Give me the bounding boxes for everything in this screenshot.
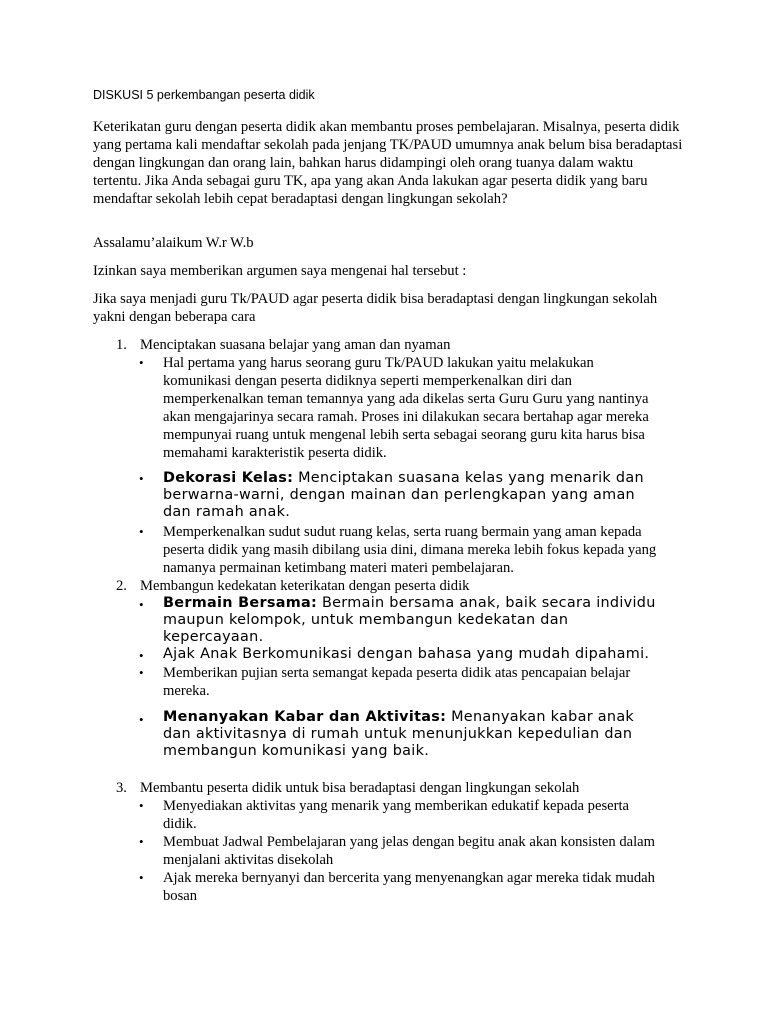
section-number: 2. bbox=[116, 578, 127, 594]
intro-paragraph: Izinkan saya memberikan argumen saya mengenai hal tersebut : bbox=[93, 263, 467, 279]
bullet-marker: • bbox=[139, 798, 144, 813]
bullet-item: Ajak mereka bernyanyi dan bercerita yang menyenangkan agar mereka tidak mudah bosan bbox=[163, 870, 655, 904]
lead-paragraph: Jika saya menjadi guru Tk/PAUD agar peserta didik bisa beradaptasi dengan lingkungan sekolah yakni dengan beberapa cara bbox=[93, 291, 658, 325]
bullet-item: Hal pertama yang harus seorang guru Tk/PAUD lakukan yaitu melakukan komunikasi dengan peserta didiknya seperti memperkenalkan diri dan memperkenalkan teman temannya yang ada dikelas serta Guru Guru yang nantinya akan mengajarinya secara ramah. Proses ini dilakukan secara bertahap agar mereka mempunyai ruang untuk mengenal lebih serta sebagai seorang guru kita harus bisa memahami karakteristik peserta didik. bbox=[163, 355, 649, 461]
bullet-item: Memperkenalkan sudut sudut ruang kelas, serta ruang bermain yang aman kepada peserta didik yang masih dibilang usia dini, dimana mereka lebih fokus kepada yang namanya permainan ketimbang materi materi pembelajaran. bbox=[163, 524, 657, 576]
bullet-bold-label: Menanyakan Kabar dan Aktivitas: bbox=[163, 709, 447, 725]
bullet-marker: • bbox=[139, 524, 144, 539]
bullet-text: Menanyakan kabar anak dan aktivitasnya di rumah untuk menunjukkan kepedulian dan membangun komunikasi yang baik. bbox=[163, 709, 635, 759]
section-heading: Menciptakan suasana belajar yang aman dan nyaman bbox=[140, 337, 451, 353]
bullet-item: Menyediakan aktivitas yang menarik yang memberikan edukatif kepada peserta didik. bbox=[163, 798, 630, 832]
section-number: 3. bbox=[116, 780, 127, 796]
bullet-item bbox=[163, 595, 663, 646]
bullet-bold-label: Dekorasi Kelas: bbox=[163, 470, 294, 486]
bullet-bold-label: Bermain Bersama: bbox=[163, 595, 318, 611]
question-paragraph: Keterikatan guru dengan peserta didik akan membantu proses pembelajaran. Misalnya, peserta didik yang pertama kali mendaftar sekolah pada jenjang TK/PAUD umumnya anak belum bisa beradaptasi dengan lingkungan dan orang lain, bahkan harus didampingi oleh orang tuanya dalam waktu tertentu. Jika Anda sebagai guru TK, apa yang akan Anda lakukan agar peserta didik yang baru mendaftar sekolah lebih cepat beradaptasi dengan lingkungan sekolah? bbox=[93, 119, 683, 207]
section-number: 1. bbox=[116, 337, 127, 353]
bullet-item bbox=[163, 709, 663, 760]
bullet-marker: • bbox=[139, 712, 144, 727]
bullet-item: Memberikan pujian serta semangat kepada peserta didik atas pencapaian belajar mereka. bbox=[163, 665, 631, 699]
bullet-marker: • bbox=[139, 597, 144, 612]
bullet-marker: • bbox=[139, 665, 144, 680]
bullet-marker: • bbox=[139, 834, 144, 849]
section-heading: Membantu peserta didik untuk bisa beradaptasi dengan lingkungan sekolah bbox=[140, 780, 580, 796]
bullet-item bbox=[163, 470, 663, 521]
section-heading: Membangun kedekatan keterikatan dengan peserta didik bbox=[140, 578, 470, 594]
document-title: DISKUSI 5 perkembangan peserta didik bbox=[93, 88, 315, 102]
bullet-marker: • bbox=[139, 355, 144, 370]
bullet-item: Ajak Anak Berkomunikasi dengan bahasa yang mudah dipahami. bbox=[163, 646, 650, 662]
bullet-marker: • bbox=[139, 471, 144, 486]
bullet-marker: • bbox=[139, 870, 144, 885]
bullet-text: Bermain bersama anak, baik secara individu maupun kelompok, untuk membangun kedekatan dan kepercayaan. bbox=[163, 595, 656, 645]
bullet-item: Membuat Jadwal Pembelajaran yang jelas dengan begitu anak akan konsisten dalam menjalani aktivitas disekolah bbox=[163, 834, 655, 868]
bullet-marker: • bbox=[139, 648, 144, 663]
bullet-text: Menciptakan suasana kelas yang menarik dan berwarna-warni, dengan mainan dan perlengkapan yang aman dan ramah anak. bbox=[163, 470, 644, 520]
greeting-paragraph: Assalamu’alaikum W.r W.b bbox=[93, 235, 254, 251]
